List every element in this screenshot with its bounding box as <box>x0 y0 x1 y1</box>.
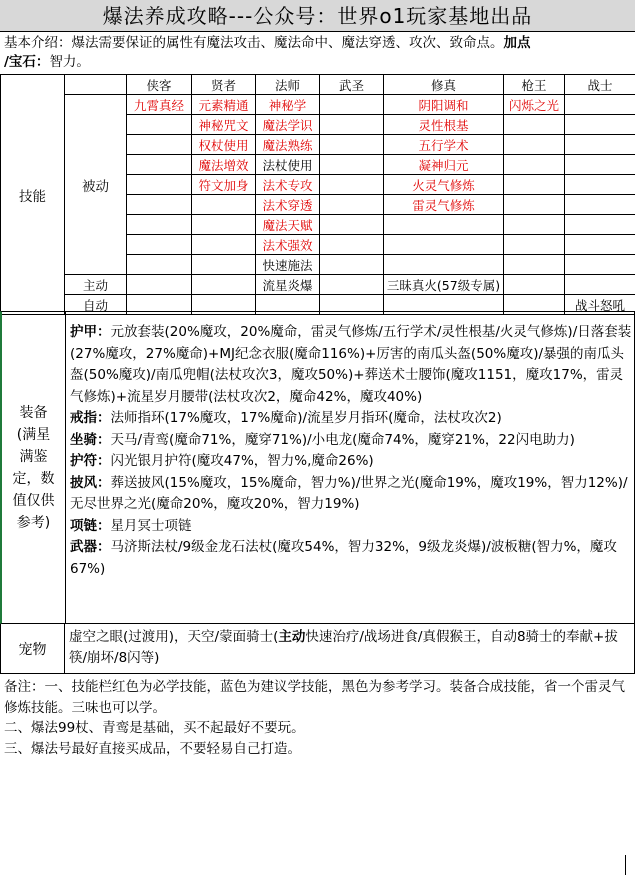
skill-zhanshi <box>565 135 635 155</box>
skill-qiangwang <box>504 155 565 175</box>
skill-xiake <box>127 195 192 215</box>
skill-xiake <box>127 175 192 195</box>
skill-xianzhe: 元素精通 <box>192 95 256 115</box>
equipment-list <box>70 322 633 580</box>
skill-wusheng <box>320 215 384 235</box>
equipment-slot-label: 坐骑： <box>70 432 111 448</box>
skill-xiuzhen <box>384 235 504 255</box>
skill-zhanshi <box>565 235 635 255</box>
equipment-slot-text: 闪光银月护符(魔攻47%，智力%,魔命26%) <box>111 453 374 469</box>
skill-xiuzhen <box>384 255 504 275</box>
skill-zhanshi <box>565 195 635 215</box>
equipment-slot-label: 护甲： <box>70 324 111 340</box>
skill-fashi: 魔法学识 <box>256 115 320 135</box>
note-line: 备注：一、技能栏红色为必学技能，蓝色为建议学技能，黑色为参考学习。装备合成技能，省一个雷灵气修炼技能。三味也可以学。 <box>4 677 632 718</box>
equipment-item <box>70 322 633 408</box>
note-line: 二、爆法99杖、青鸾是基础，买不起最好不要玩。 <box>4 718 632 739</box>
skill-xiuzhen: 火灵气修炼 <box>384 175 504 195</box>
equipment-item <box>70 430 633 452</box>
skill-xianzhe: 神秘咒文 <box>192 115 256 135</box>
skill-xiake <box>127 215 192 235</box>
skill-zhanshi <box>565 255 635 275</box>
skill-xiuzhen: 阴阳调和 <box>384 95 504 115</box>
class-header: 贤者 <box>192 75 256 95</box>
skill-xianzhe <box>192 195 256 215</box>
equipment-section <box>0 311 635 624</box>
skill-zhanshi <box>565 215 635 235</box>
intro-suffix: 智力。 <box>49 54 90 70</box>
skill-xiake <box>127 235 192 255</box>
note-line: 三、爆法号最好直接买成品，不要轻易自己打造。 <box>4 739 632 760</box>
skill-qiangwang: 闪烁之光 <box>504 95 565 115</box>
equipment-item <box>70 473 633 516</box>
skill-zhanshi: 战斗怒吼 <box>565 295 635 315</box>
class-header: 侠客 <box>127 75 192 95</box>
pet-label: 宠物 <box>1 624 65 673</box>
pet-text-part1: 虚空之眼(过渡用)，天空/蒙面骑士( <box>69 629 278 645</box>
equipment-slot-text: 星月冥士项链 <box>111 518 192 534</box>
intro-bold-gem: /宝石： <box>4 54 49 70</box>
equipment-label-line: 值仅供 <box>12 490 56 512</box>
skill-wusheng <box>320 135 384 155</box>
equipment-label-line: 装备 <box>12 402 56 424</box>
skill-xianzhe <box>192 255 256 275</box>
pet-text-bold: 主动 <box>278 629 305 645</box>
skill-wusheng <box>320 275 384 295</box>
skill-zhanshi <box>565 115 635 135</box>
skill-xianzhe <box>192 235 256 255</box>
skill-xiuzhen: 五行学术 <box>384 135 504 155</box>
equipment-slot-label: 戒指： <box>70 410 111 426</box>
skill-fashi: 流星炎爆 <box>256 275 320 295</box>
class-header: 战士 <box>565 75 635 95</box>
equipment-label <box>2 312 66 623</box>
equipment-item <box>70 537 633 580</box>
skill-fashi: 法术强效 <box>256 235 320 255</box>
skill-fashi: 快速施法 <box>256 255 320 275</box>
equipment-label-line: (满星 <box>12 424 56 446</box>
pet-text-part2: 快速治疗/战场进食/真假猴王，自动8骑士的奉献+拔筷/崩坏/8闪等) <box>69 629 618 666</box>
equipment-slot-text: 葬送披风(15%魔攻，15%魔命，智力%)/世界之光(魔命19%，魔攻19%，智力12%)/无尽世界之光(魔命20%，魔攻20%，智力19%) <box>70 475 628 513</box>
skill-qiangwang <box>504 135 565 155</box>
equipment-slot-text: 元放套装(20%魔攻，20%魔命，雷灵气修炼/五行学术/灵性根基/火灵气修炼)/日落套装(27%魔攻，27%魔命)+MJ纪念衣服(魔命116%)+厉害的南瓜头盔(50%魔攻)/暴强的南瓜头盔(50%魔攻)/南瓜兜帽(法杖攻次3，魔攻50%)+葬送术士腰饰(魔攻1151，魔攻17%，雷灵气修炼)+流星岁月腰带(法杖攻次2，魔命42%，魔攻40%) <box>70 324 631 405</box>
skill-xiake <box>127 255 192 275</box>
skill-xiake <box>127 115 192 135</box>
skill-xiuzhen: 凝神归元 <box>384 155 504 175</box>
skills-row <box>1 95 635 115</box>
equipment-label-line: 定，数 <box>12 468 56 490</box>
skill-qiangwang <box>504 115 565 135</box>
passive-label: 被动 <box>65 95 127 275</box>
skills-table <box>0 74 635 315</box>
skill-xianzhe: 符文加身 <box>192 175 256 195</box>
pet-section <box>0 624 635 674</box>
skill-fashi: 法术专攻 <box>256 175 320 195</box>
skill-zhanshi <box>565 275 635 295</box>
skill-fashi: 法杖使用 <box>256 155 320 175</box>
skill-qiangwang <box>504 255 565 275</box>
equipment-item <box>70 451 633 473</box>
skill-xianzhe: 权杖使用 <box>192 135 256 155</box>
intro-bold-points: 加点 <box>504 35 531 51</box>
notes-section <box>4 677 632 759</box>
skill-wusheng <box>320 195 384 215</box>
equipment-label-line: 满鉴 <box>12 446 56 468</box>
skill-fashi: 法术穿透 <box>256 195 320 215</box>
intro-prefix: 基本介绍：爆法需要保证的属性有魔法攻击、魔法命中、魔法穿透、攻次、致命点。 <box>4 35 504 51</box>
skill-xiuzhen: 灵性根基 <box>384 115 504 135</box>
intro-text <box>4 34 634 72</box>
equipment-slot-label: 披风： <box>70 475 111 491</box>
equipment-slot-label: 护符： <box>70 453 111 469</box>
skill-qiangwang <box>504 175 565 195</box>
skill-xiake <box>127 135 192 155</box>
skill-qiangwang <box>504 235 565 255</box>
class-header: 法师 <box>256 75 320 95</box>
skills-section-label: 技能 <box>1 75 65 315</box>
skill-fashi: 魔法熟练 <box>256 135 320 155</box>
skill-xiake <box>127 275 192 295</box>
skill-xianzhe: 魔法增效 <box>192 155 256 175</box>
skill-zhanshi <box>565 175 635 195</box>
skill-fashi: 魔法天赋 <box>256 215 320 235</box>
skill-zhanshi <box>565 95 635 115</box>
skill-zhanshi <box>565 155 635 175</box>
skill-fashi: 神秘学 <box>256 95 320 115</box>
skill-xiuzhen: 雷灵气修炼 <box>384 195 504 215</box>
class-header: 修真 <box>384 75 504 95</box>
skills-header-row <box>1 75 635 95</box>
skill-xiuzhen: 三昧真火(57级专属) <box>384 275 504 295</box>
equipment-slot-text: 法师指环(17%魔攻，17%魔命)/流星岁月指环(魔命，法杖攻次2) <box>111 410 502 426</box>
class-header: 武圣 <box>320 75 384 95</box>
equipment-slot-label: 武器： <box>70 539 111 555</box>
skill-wusheng <box>320 175 384 195</box>
skill-qiangwang <box>504 215 565 235</box>
skill-wusheng <box>320 155 384 175</box>
skill-wusheng <box>320 255 384 275</box>
equipment-slot-text: 天马/青鸾(魔命71%，魔穿71%)/小电龙(魔命74%，魔穿21%，22闪电助力) <box>111 432 575 448</box>
skill-wusheng <box>320 95 384 115</box>
skill-wusheng <box>320 235 384 255</box>
skill-xiake: 九霄真经 <box>127 95 192 115</box>
active-label: 主动 <box>65 275 127 295</box>
header-empty <box>65 75 127 95</box>
skill-xiake <box>127 155 192 175</box>
skill-xiuzhen <box>384 215 504 235</box>
skill-wusheng <box>320 115 384 135</box>
class-header: 枪王 <box>504 75 565 95</box>
equipment-item <box>70 408 633 430</box>
pet-text <box>69 627 632 669</box>
skill-xianzhe <box>192 275 256 295</box>
equipment-slot-label: 项链： <box>70 518 111 534</box>
text-cursor <box>625 855 626 875</box>
equipment-label-line: 参考) <box>12 512 56 534</box>
skill-xianzhe <box>192 215 256 235</box>
auto-label: 自动 <box>65 295 127 315</box>
skill-qiangwang <box>504 275 565 295</box>
page-title: 爆法养成攻略---公众号：世界o1玩家基地出品 <box>0 0 635 32</box>
skill-qiangwang <box>504 195 565 215</box>
skills-row <box>1 275 635 295</box>
equipment-item <box>70 516 633 538</box>
equipment-slot-text: 马济斯法杖/9级金龙石法杖(魔攻54%，智力32%，9级龙炎爆)/波板糖(智力%，魔攻67%) <box>70 539 617 577</box>
